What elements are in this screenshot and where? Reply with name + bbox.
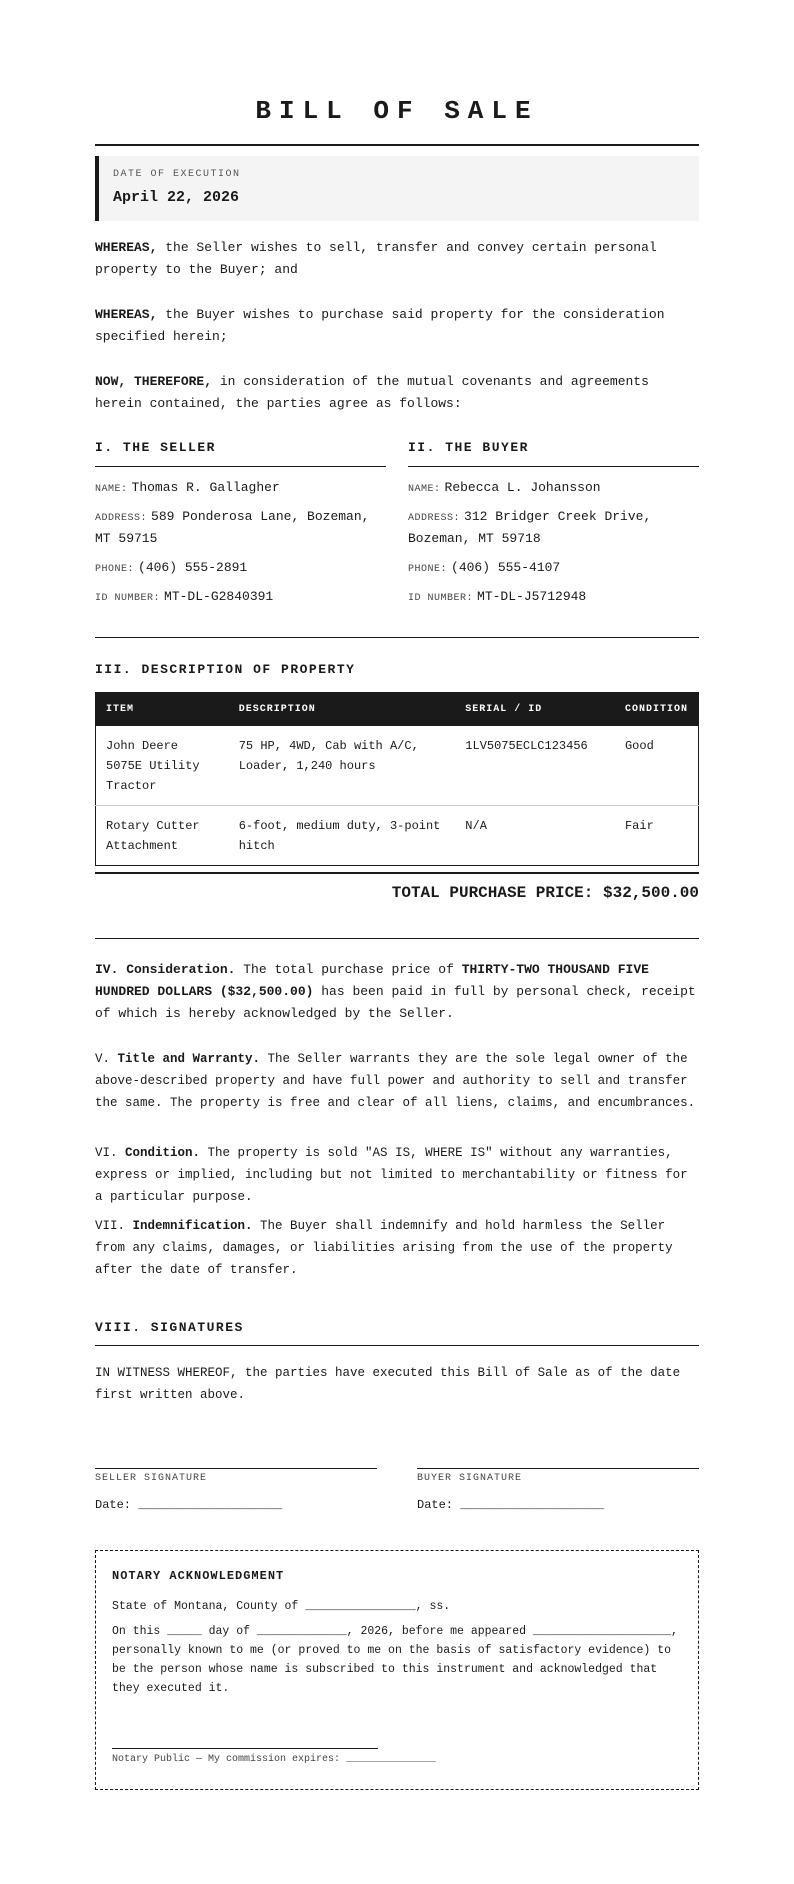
parties-divider bbox=[95, 637, 699, 638]
recital-3-text: in consideration of the mutual covenants and agreements herein contained, the parties agree as follows: bbox=[95, 374, 649, 411]
seller-phone-label: PHONE: bbox=[95, 564, 135, 575]
table-row bbox=[96, 806, 699, 866]
signatures-divider bbox=[95, 1345, 699, 1346]
serial-cell: 1LV5075ECLC123456 bbox=[465, 739, 588, 753]
seller-name-label: NAME: bbox=[95, 484, 128, 495]
buyer-address-field bbox=[408, 507, 699, 549]
notary-acknowledgment-box bbox=[95, 1550, 699, 1790]
consideration-clause bbox=[95, 959, 699, 1025]
seller-address-field bbox=[95, 507, 386, 549]
recital-2-lead: WHEREAS, bbox=[95, 307, 158, 322]
seller-divider bbox=[95, 466, 386, 467]
seller-heading: I. THE SELLER bbox=[95, 440, 216, 455]
buyer-address: 312 Bridger Creek Drive, Bozeman, MT 59718 bbox=[408, 509, 652, 546]
buyer-id-field bbox=[408, 587, 699, 609]
column-header-serial: SERIAL / ID bbox=[455, 693, 615, 727]
clause-6-lead: Condition. bbox=[125, 1146, 201, 1160]
seller-signature-line[interactable] bbox=[95, 1468, 377, 1469]
seller-address: 589 Ponderosa Lane, Bozeman, MT 59715 bbox=[95, 509, 370, 546]
seller-signature-label: SELLER SIGNATURE bbox=[95, 1473, 208, 1484]
property-divider bbox=[95, 938, 699, 939]
recital-1-text: the Seller wishes to sell, transfer and convey certain personal property to the Buyer; and bbox=[95, 240, 657, 277]
clause-6-text: The property is sold "AS IS, WHERE IS" without any warranties, express or implied, including but not limited to merchantability or fitness for a particular purpose. bbox=[95, 1146, 688, 1204]
buyer-id: MT-DL-J5712948 bbox=[477, 589, 587, 604]
table-row bbox=[96, 726, 699, 806]
seller-signature-date: Date: ____________________ bbox=[95, 1498, 283, 1512]
execution-date-label: DATE OF EXECUTION bbox=[113, 169, 241, 180]
notary-statement: On this _____ day of _____________, 2026, before me appeared ____________________, personally known to me (or proved to me on the basis of satisfactory evidence) to be the person whose name is subscribed to this instrument and acknowledged that they executed it. bbox=[112, 1625, 678, 1695]
execution-date-value: April 22, 2026 bbox=[113, 189, 240, 206]
consideration-lead: IV. Consideration. bbox=[95, 962, 236, 977]
condition-cell: Fair bbox=[615, 806, 699, 866]
execution-date-box bbox=[95, 156, 699, 221]
serial-cell: N/A bbox=[455, 806, 615, 866]
buyer-name-label: NAME: bbox=[408, 484, 441, 495]
recital-3-lead: NOW, THEREFORE, bbox=[95, 374, 213, 389]
buyer-phone-field bbox=[408, 558, 699, 580]
item-cell: Rotary Cutter Attachment bbox=[96, 806, 229, 866]
buyer-id-label: ID NUMBER: bbox=[408, 593, 474, 604]
clause-6-number: VI. bbox=[95, 1146, 126, 1160]
buyer-signature-line[interactable] bbox=[417, 1468, 699, 1469]
document-title: BILL OF SALE bbox=[255, 96, 539, 126]
total-purchase-price: TOTAL PURCHASE PRICE: $32,500.00 bbox=[391, 884, 699, 902]
witness-statement: IN WITNESS WHEREOF, the parties have executed this Bill of Sale as of the date first written above. bbox=[95, 1366, 681, 1402]
condition-cell: Good bbox=[624, 739, 654, 753]
clause-5-lead: Title and Warranty. bbox=[117, 1052, 261, 1066]
buyer-phone: (406) 555-4107 bbox=[451, 560, 561, 575]
seller-id-label: ID NUMBER: bbox=[95, 593, 161, 604]
seller-name-field bbox=[95, 478, 386, 500]
buyer-signature-label: BUYER SIGNATURE bbox=[417, 1473, 523, 1484]
clause-5-number: V. bbox=[95, 1052, 118, 1066]
recital-2 bbox=[95, 304, 699, 348]
seller-address-label: ADDRESS: bbox=[95, 513, 148, 524]
recital-1-lead: WHEREAS, bbox=[95, 240, 158, 255]
buyer-signature-date: Date: ____________________ bbox=[417, 1498, 605, 1512]
property-table bbox=[95, 692, 699, 866]
item-cell: John Deere 5075E Utility Tractor bbox=[106, 739, 200, 793]
notary-venue: State of Montana, County of ________________, ss. bbox=[112, 1600, 451, 1613]
title-divider bbox=[95, 144, 699, 146]
buyer-address-label: ADDRESS: bbox=[408, 513, 461, 524]
clause-7-lead: Indemnification. bbox=[132, 1219, 253, 1233]
seller-phone-field bbox=[95, 558, 386, 580]
notary-title: NOTARY ACKNOWLEDGMENT bbox=[112, 1569, 285, 1583]
description-cell: 6-foot, medium duty, 3-point hitch bbox=[229, 806, 456, 866]
notary-signature-line[interactable] bbox=[112, 1748, 378, 1749]
total-divider bbox=[95, 872, 699, 874]
buyer-name: Rebecca L. Johansson bbox=[444, 480, 601, 495]
recital-3 bbox=[95, 371, 699, 415]
clause-5-text: The Seller warrants they are the sole legal owner of the above-described property and have full power and authority to sell and transfer the same. The property is free and clear of all liens, claims, and encumbrances. bbox=[95, 1052, 696, 1110]
recital-1 bbox=[95, 237, 699, 281]
column-header-condition: CONDITION bbox=[615, 693, 699, 727]
column-header-description: DESCRIPTION bbox=[229, 693, 456, 727]
seller-name: Thomas R. Gallagher bbox=[131, 480, 280, 495]
property-table-header bbox=[96, 693, 699, 727]
consideration-amount: THIRTY-TWO THOUSAND FIVE HUNDRED DOLLARS ($32,500.00) bbox=[95, 962, 649, 999]
clause-7-number: VII. bbox=[95, 1219, 133, 1233]
buyer-divider bbox=[408, 466, 699, 467]
clause-title-warranty bbox=[95, 1048, 699, 1114]
clause-condition bbox=[95, 1142, 699, 1208]
clause-indemnification bbox=[95, 1215, 699, 1281]
seller-phone: (406) 555-2891 bbox=[138, 560, 248, 575]
buyer-heading: II. THE BUYER bbox=[408, 440, 529, 455]
description-cell: 75 HP, 4WD, Cab with A/C, Loader, 1,240 hours bbox=[238, 739, 419, 773]
signatures-heading: VIII. SIGNATURES bbox=[95, 1320, 244, 1335]
property-heading: III. DESCRIPTION OF PROPERTY bbox=[95, 662, 356, 677]
seller-id-field bbox=[95, 587, 386, 609]
seller-id: MT-DL-G2840391 bbox=[164, 589, 274, 604]
column-header-item: ITEM bbox=[96, 693, 229, 727]
consideration-text-2: has been paid in full by personal check, receipt of which is hereby acknowledged by the Seller. bbox=[95, 984, 696, 1021]
recital-2-text: the Buyer wishes to purchase said property for the consideration specified herein; bbox=[95, 307, 665, 344]
clause-7-text: The Buyer shall indemnify and hold harmless the Seller from any claims, damages, or liabilities arising from the use of the property after the date of transfer. bbox=[95, 1219, 673, 1277]
consideration-text-1: The total purchase price of bbox=[235, 962, 462, 977]
buyer-name-field bbox=[408, 478, 699, 500]
buyer-phone-label: PHONE: bbox=[408, 564, 448, 575]
notary-commission-footer: Notary Public — My commission expires: _______________ bbox=[112, 1754, 437, 1765]
